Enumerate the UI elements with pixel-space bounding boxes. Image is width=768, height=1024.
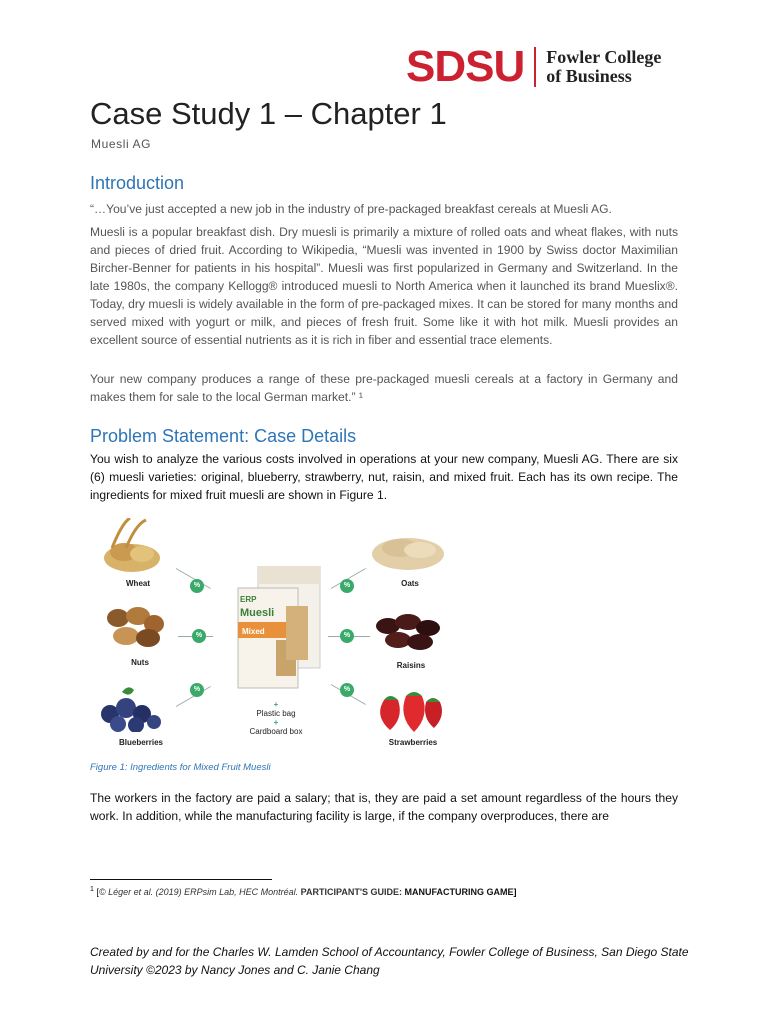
intro-quote: “…You’ve just accepted a new job in the industry of pre-packaged breakfast cereals at Muesli AG. — [90, 202, 612, 216]
box-brand: ERP — [240, 595, 257, 604]
closing-paragraph: The workers in the factory are paid a salary; that is, they are paid a set amount regardless of the hours they work. In addition, while the manufacturing facility is large, if the company overproduces, there are — [90, 791, 678, 823]
intro-paragraph-1: Muesli is a popular breakfast dish. Dry muesli is primarily a mixture of rolled oats and wheat flakes, with nuts and pieces of dried fruit. According to Wikipedia, “Muesli was invented in 1900 by Swiss doctor Maximilian Bircher-Benner for patients in his hospital”. Muesli was first popularized in Germany and Switzerland. In the late 1980s, the company Kellogg® introduced muesli to North America when it launched its brand Mueslix®. Today, dry muesli is widely available in the form of pre-packaged mixes. It can be stored for many months and served mixed with yogurt or milk, and pieces of fresh fruit. Some like it with hot milk. Muesli provides an excellent source of essential nutrients as it is rich in fiber and essential trace elements. — [90, 225, 678, 347]
footnote-divider — [90, 879, 272, 880]
problem-heading: Problem Statement: Case Details — [90, 426, 357, 446]
label-plastic-bag: Plastic bag — [256, 709, 296, 718]
percent-badge: % — [340, 683, 354, 697]
ingredients-figure — [98, 516, 450, 752]
footnote-prefix: [ — [96, 887, 99, 897]
logo-subtitle — [546, 48, 661, 86]
page-title: Case Study 1 – Chapter 1 — [90, 96, 447, 131]
intro-heading: Introduction — [90, 173, 185, 193]
label-raisins: Raisins — [396, 661, 426, 670]
label-oats: Oats — [401, 579, 419, 588]
label-strawberries: Strawberries — [388, 738, 438, 747]
label-nuts: Nuts — [131, 658, 149, 667]
nuts-image — [104, 602, 166, 650]
wheat-image — [102, 518, 162, 574]
footnote-guide-2: MANUFACTURING GAME] — [404, 887, 517, 897]
label-wheat: Wheat — [126, 579, 150, 588]
muesli-box-image — [232, 566, 326, 696]
footnote-number: 1 — [90, 886, 94, 893]
logo-divider — [534, 47, 536, 87]
plus-sign: + — [273, 700, 279, 709]
blueberries-image — [100, 684, 162, 732]
package-label — [246, 700, 306, 736]
sdsu-logo — [406, 44, 688, 90]
problem-paragraph: You wish to analyze the various costs involved in operations at your new company, Muesli AG. There are six (6) muesli varieties: original, blueberry, strawberry, nut, raisin, and mixed fruit. Each has its own recipe. The ingredients for mixed fruit muesli are shown in Figure 1. — [90, 452, 678, 502]
intro-paragraph-2: Your new company produces a range of these pre-packaged muesli cereals at a factory in Germany and makes them for sale to the local German market.” ¹ — [90, 372, 678, 404]
credit-line: Created by and for the Charles W. Lamden School of Accountancy, Fowler College of Business, San Diego State University ©2023 by Nancy Jones and C. Janie Chang — [90, 945, 689, 977]
percent-badge: % — [340, 629, 354, 643]
oats-image — [370, 524, 446, 574]
logo-line2: of Business — [546, 66, 632, 86]
percent-badge: % — [192, 629, 206, 643]
percent-badge: % — [190, 579, 204, 593]
page-subtitle: Muesli AG — [91, 137, 152, 151]
box-name: Muesli — [240, 607, 275, 619]
plus-sign: + — [273, 718, 279, 727]
box-variant: Mixed — [242, 627, 265, 636]
logo-mark: SDSU — [406, 42, 525, 91]
percent-badge: % — [340, 579, 354, 593]
strawberries-image — [370, 682, 448, 734]
label-blueberries: Blueberries — [118, 738, 164, 747]
figure-caption: Figure 1: Ingredients for Mixed Fruit Muesli — [90, 762, 271, 773]
footnote-guide-1: PARTICIPANT'S GUIDE: — [300, 887, 402, 897]
footnote — [90, 886, 517, 897]
footnote-citation: © Léger et al. (2019) ERPsim Lab, HEC Montréal. — [98, 887, 299, 897]
logo-line1: Fowler College — [546, 47, 662, 67]
percent-badge: % — [190, 683, 204, 697]
raisins-image — [368, 604, 448, 654]
label-cardboard-box: Cardboard box — [249, 727, 303, 736]
